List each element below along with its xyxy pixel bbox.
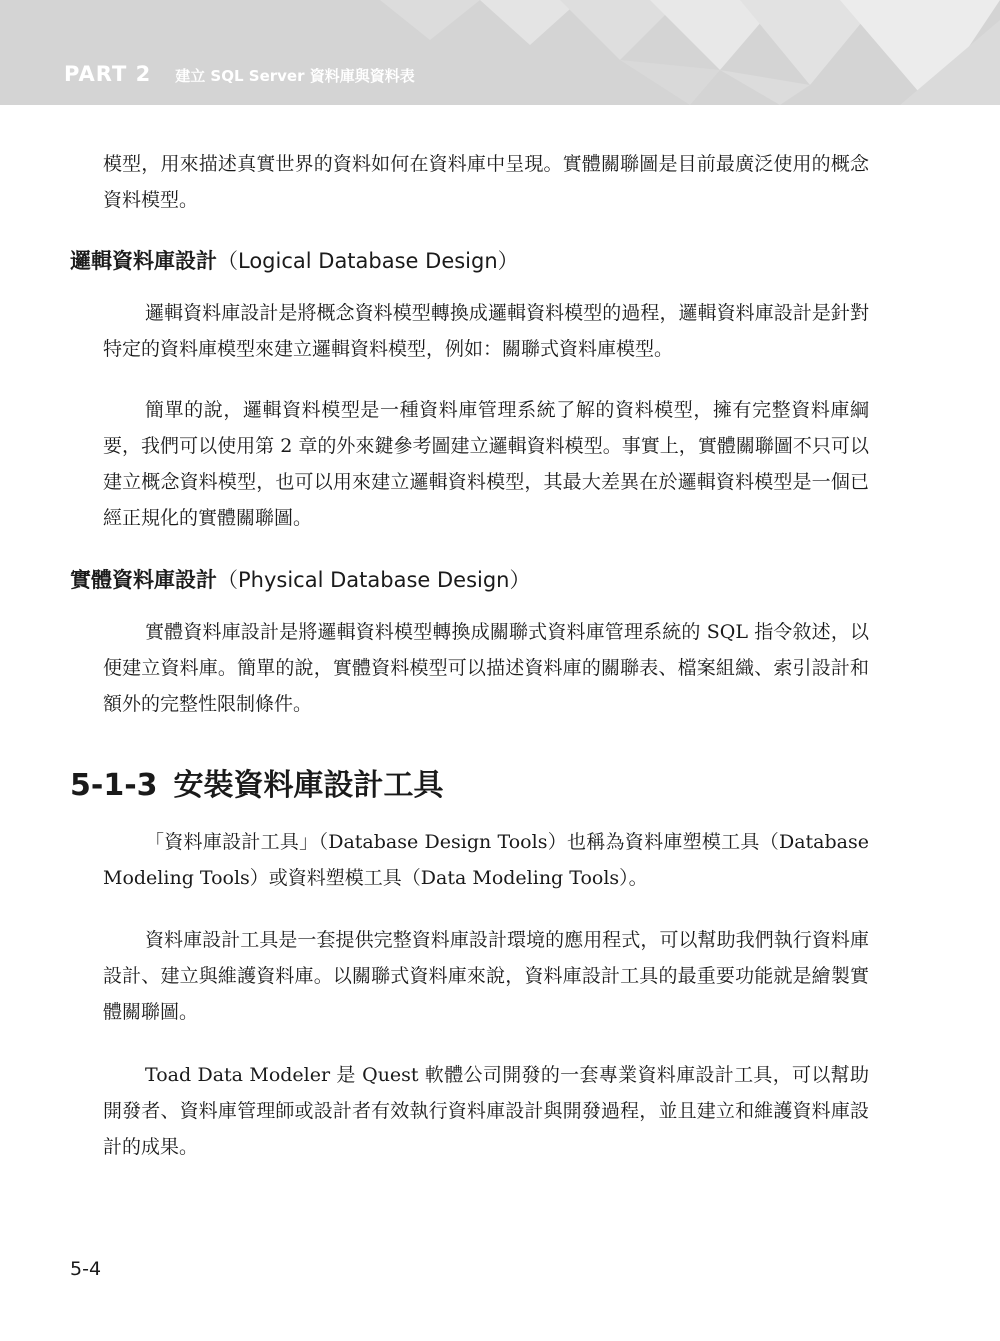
running-header [0,0,1000,105]
section-number: 5-1-3 [70,768,158,803]
section-title: 安裝資料庫設計工具 [173,768,444,803]
subheading-physical-cn: 實體資料庫設計 [70,568,217,592]
subheading-physical [70,564,530,594]
paragraph-physical: 實體資料庫設計是將邏輯資料模型轉換成關聯式資料庫管理系統的 SQL 指令敘述，以便建立資料庫。簡單的說，實體資料模型可以描述資料庫的關聯表、檔案組織、索引設計和額外的完整性限制條件。 [103,621,869,715]
page-number: 5-4 [70,1258,102,1280]
paragraph-logical-2: 簡單的說，邏輯資料模型是一種資料庫管理系統了解的資料模型，擁有完整資料庫綱要，我們可以使用第 2 章的外來鍵參考圖建立邏輯資料模型。事實上，實體關聯圖不只可以建立概念資料模型，也可以用來建立邏輯資料模型，其最大差異在於邏輯資料模型是一個已經正規化的實體關聯圖。 [103,399,869,529]
subheading-logical-en: （Logical Database Design） [217,249,519,273]
subheading-logical [70,245,519,275]
part-title: 建立 SQL Server 資料庫與資料表 [175,67,415,85]
paragraph-intro: 模型，用來描述真實世界的資料如何在資料庫中呈現。實體關聯圖是目前最廣泛使用的概念資料模型。 [103,153,869,211]
paragraph-tools-3: Toad Data Modeler 是 Quest 軟體公司開發的一套專業資料庫設計工具，可以幫助開發者、資料庫管理師或設計者有效執行資料庫設計與開發過程，並且建立和維護資料庫設計的成果。 [103,1064,869,1158]
subheading-logical-cn: 邏輯資料庫設計 [70,249,217,273]
part-label: PART 2 [64,62,152,86]
paragraph-logical-1: 邏輯資料庫設計是將概念資料模型轉換成邏輯資料模型的過程，邏輯資料庫設計是針對特定的資料庫模型來建立邏輯資料模型，例如：關聯式資料庫模型。 [103,302,869,360]
section-heading [70,760,444,804]
paragraph-tools-1: 「資料庫設計工具」（Database Design Tools）也稱為資料庫塑模工具（Database Modeling Tools）或資料塑模工具（Data Modeling Tools）。 [103,831,869,889]
paragraph-tools-2: 資料庫設計工具是一套提供完整資料庫設計環境的應用程式，可以幫助我們執行資料庫設計、建立與維護資料庫。以關聯式資料庫來說，資料庫設計工具的最重要功能就是繪製實體關聯圖。 [103,929,869,1023]
subheading-physical-en: （Physical Database Design） [217,568,531,592]
